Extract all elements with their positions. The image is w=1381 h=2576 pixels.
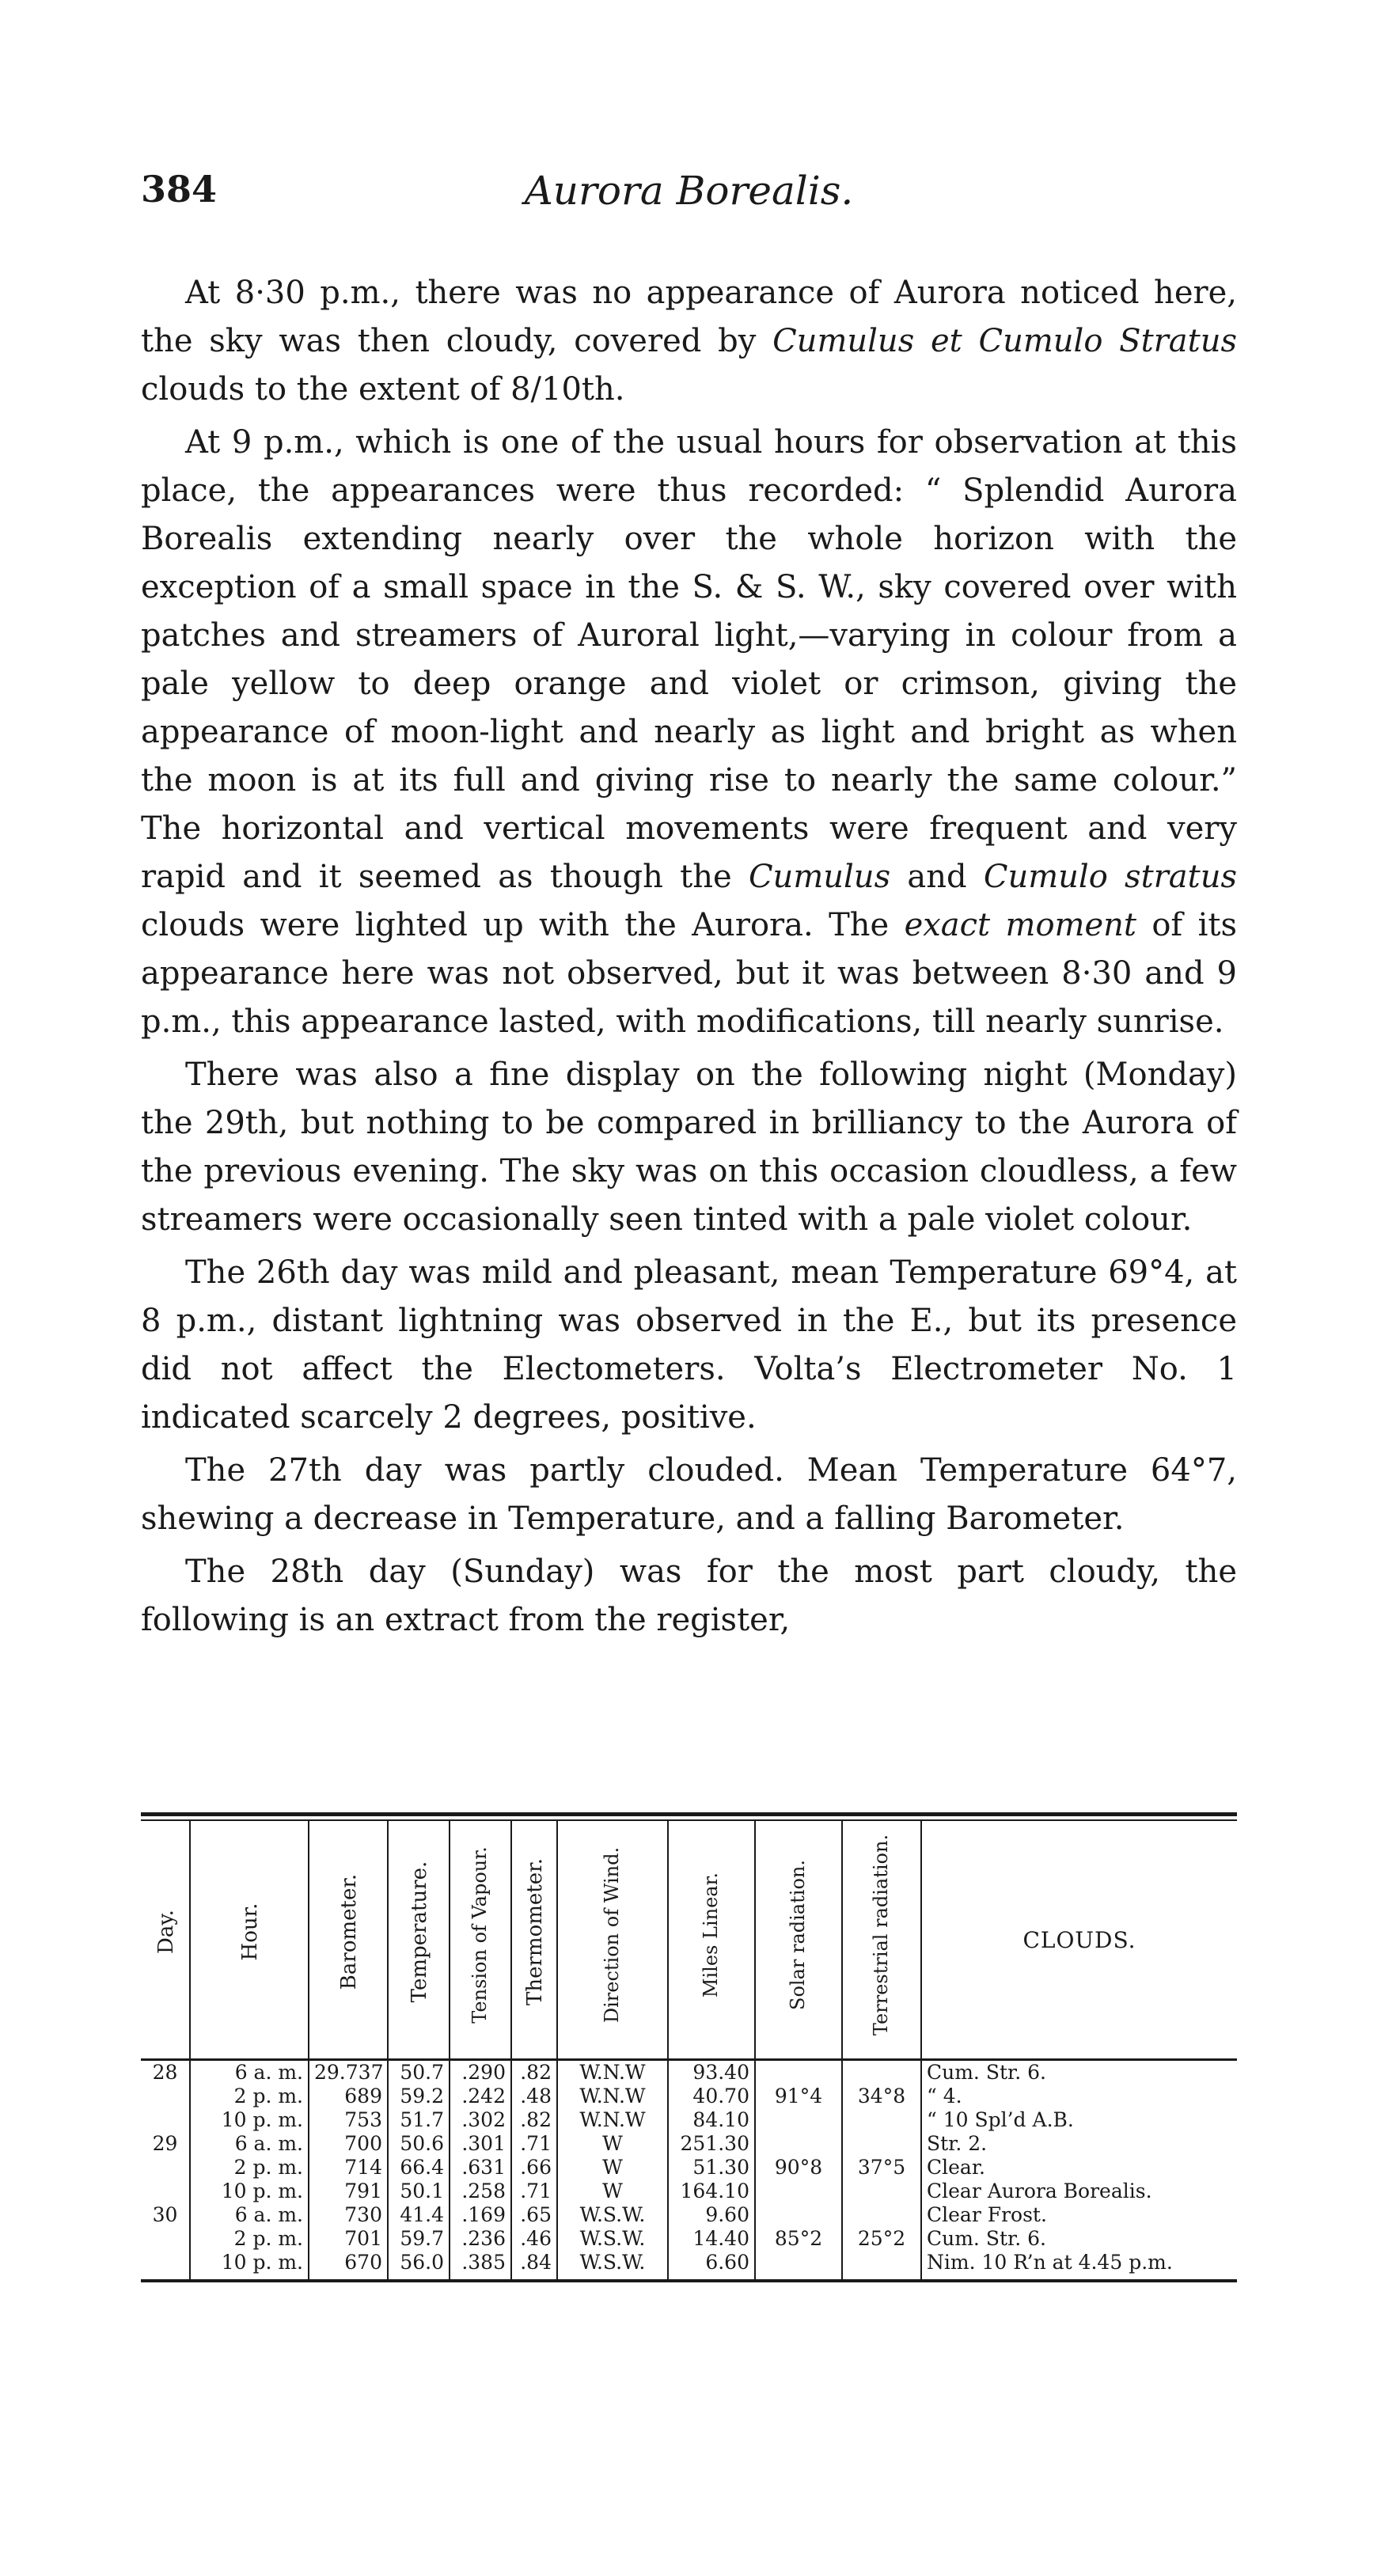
table-cell-clouds: Str. 2. — [921, 2132, 1237, 2156]
table-cell-therm: .46 — [511, 2227, 557, 2251]
column-header-label: Hour. — [238, 1903, 262, 1961]
paragraph — [141, 419, 1237, 1046]
table-cell-day — [141, 2085, 190, 2108]
table-cell-miles: 6.60 — [668, 2251, 755, 2281]
paragraph — [141, 1447, 1237, 1543]
column-header-label: Thermometer. — [523, 1858, 547, 2005]
table-cell-terr: 34°8 — [842, 2085, 921, 2108]
weather-register-table — [141, 1812, 1237, 2282]
table-cell-hour: 6 a. m. — [190, 2132, 309, 2156]
table-cell-bar: 791 — [309, 2180, 388, 2203]
table-cell-bar: 29.737 — [309, 2060, 388, 2085]
table-body — [141, 2060, 1237, 2282]
table-cell-bar: 700 — [309, 2132, 388, 2156]
table-cell-solar — [755, 2060, 842, 2085]
column-header — [388, 1821, 450, 2060]
table-cell-solar — [755, 2203, 842, 2227]
table-cell-bar: 689 — [309, 2085, 388, 2108]
table-cell-temp: 50.6 — [388, 2132, 450, 2156]
table-cell-wind: W.S.W. — [557, 2203, 668, 2227]
table-cell-terr: 37°5 — [842, 2156, 921, 2180]
table-cell-solar: 90°8 — [755, 2156, 842, 2180]
text-run: The 26th day was mild and pleasant, mean Temperature 69°4, at 8 p.m., distant lightning was observed in the E., but its presence did not affect the Electometers. Volta’s Electrometer No. 1 indicated scarcely 2 degrees, positive. — [141, 1254, 1237, 1436]
text-run: clouds to the extent of 8/10th. — [141, 371, 625, 408]
table-row — [141, 2203, 1237, 2227]
table-cell-miles: 51.30 — [668, 2156, 755, 2180]
table-cell-miles: 164.10 — [668, 2180, 755, 2203]
column-header — [141, 1821, 190, 2060]
column-header — [668, 1821, 755, 2060]
table-cell-hour: 10 p. m. — [190, 2180, 309, 2203]
column-header: CLOUDS. — [921, 1821, 1237, 2060]
column-header — [511, 1821, 557, 2060]
table-cell-temp: 50.7 — [388, 2060, 450, 2085]
column-header-label: Terrestrial radiation. — [870, 1834, 892, 2036]
table-cell-wind: W.N.W — [557, 2085, 668, 2108]
table-cell-bar: 670 — [309, 2251, 388, 2281]
running-title: Aurora Borealis. — [524, 168, 854, 214]
table-cell-therm: .65 — [511, 2203, 557, 2227]
table-cell-temp: 41.4 — [388, 2203, 450, 2227]
table-cell-temp: 56.0 — [388, 2251, 450, 2281]
table-cell-terr — [842, 2108, 921, 2132]
italic-run: Cumulus — [748, 859, 891, 895]
table-cell-therm: .84 — [511, 2251, 557, 2281]
table-cell-wind: W — [557, 2180, 668, 2203]
table-cell-day — [141, 2156, 190, 2180]
table-cell-solar: 85°2 — [755, 2227, 842, 2251]
table-cell-day — [141, 2227, 190, 2251]
table-cell-terr — [842, 2132, 921, 2156]
table-row — [141, 2085, 1237, 2108]
table-cell-hour: 2 p. m. — [190, 2156, 309, 2180]
table-cell-miles: 9.60 — [668, 2203, 755, 2227]
page-header — [141, 168, 1237, 231]
table-cell-therm: .48 — [511, 2085, 557, 2108]
table-cell-clouds: Clear Frost. — [921, 2203, 1237, 2227]
table-cell-tension: .301 — [450, 2132, 511, 2156]
table-cell-miles: 84.10 — [668, 2108, 755, 2132]
table-row — [141, 2227, 1237, 2251]
paragraph — [141, 1548, 1237, 1645]
text-run: There was also a fine display on the following night (Monday) the 29th, but nothing to be compared in brilliancy to the Aurora of the previous evening. The sky was on this occasion cloudless, a few streamers were occasionally seen tinted with a pale violet colour. — [141, 1057, 1237, 1238]
table-cell-tension: .169 — [450, 2203, 511, 2227]
table-cell-temp: 59.7 — [388, 2227, 450, 2251]
text-run: of its appearance here was not observed, but it was between 8·30 and 9 p.m., this appearance lasted, with modifications, till nearly sunrise. — [141, 907, 1238, 1040]
text-run: and — [890, 859, 984, 895]
table-row — [141, 2132, 1237, 2156]
column-header — [557, 1821, 668, 2060]
table-cell-clouds: Clear Aurora Borealis. — [921, 2180, 1237, 2203]
table-cell-hour: 10 p. m. — [190, 2108, 309, 2132]
column-header-label: Tension of Vapour. — [469, 1846, 491, 2024]
text-run: clouds were lighted up with the Aurora. The — [141, 907, 905, 943]
table-cell-tension: .385 — [450, 2251, 511, 2281]
table-cell-solar — [755, 2108, 842, 2132]
paragraph — [141, 1051, 1237, 1244]
column-header — [450, 1821, 511, 2060]
table-cell-hour: 2 p. m. — [190, 2227, 309, 2251]
table-cell-therm: .71 — [511, 2180, 557, 2203]
table-cell-wind: W — [557, 2156, 668, 2180]
table-cell-therm: .66 — [511, 2156, 557, 2180]
text-run: The 28th day (Sunday) was for the most part cloudy, the following is an extract from the register, — [141, 1554, 1237, 1638]
table-cell-solar: 91°4 — [755, 2085, 842, 2108]
column-header-label: Day. — [154, 1910, 178, 1954]
table-cell-clouds: “ 4. — [921, 2085, 1237, 2108]
column-header-label: Miles Linear. — [700, 1872, 722, 1998]
page-number: 384 — [141, 168, 218, 211]
table-cell-day — [141, 2108, 190, 2132]
paragraph — [141, 1249, 1237, 1442]
table-row — [141, 2251, 1237, 2281]
column-header — [309, 1821, 388, 2060]
table-cell-tension: .242 — [450, 2085, 511, 2108]
table-cell-bar: 753 — [309, 2108, 388, 2132]
table-cell-therm: .82 — [511, 2060, 557, 2085]
table-cell-miles: 251.30 — [668, 2132, 755, 2156]
table-cell-tension: .258 — [450, 2180, 511, 2203]
table-cell-wind: W.N.W — [557, 2060, 668, 2085]
table-cell-solar — [755, 2251, 842, 2281]
table-cell-tension: .631 — [450, 2156, 511, 2180]
table-row — [141, 2108, 1237, 2132]
table-cell-terr — [842, 2251, 921, 2281]
table-cell-day — [141, 2180, 190, 2203]
table-top-rule — [141, 1812, 1237, 1816]
table-cell-wind: W.N.W — [557, 2108, 668, 2132]
table-cell-bar: 701 — [309, 2227, 388, 2251]
table-cell-day: 30 — [152, 2203, 178, 2226]
column-header — [755, 1821, 842, 2060]
table-cell-wind: W.S.W. — [557, 2227, 668, 2251]
table-cell-temp: 50.1 — [388, 2180, 450, 2203]
column-header-label: Temperature. — [408, 1861, 431, 2003]
table-cell-therm: .71 — [511, 2132, 557, 2156]
table-cell-miles: 40.70 — [668, 2085, 755, 2108]
table-cell-clouds: Nim. 10 R’n at 4.45 p.m. — [921, 2251, 1237, 2281]
table-cell-tension: .302 — [450, 2108, 511, 2132]
table-cell-hour: 10 p. m. — [190, 2251, 309, 2281]
table-cell-therm: .82 — [511, 2108, 557, 2132]
table-cell-temp: 59.2 — [388, 2085, 450, 2108]
table-cell-day — [141, 2251, 190, 2281]
table-cell-hour: 6 a. m. — [190, 2203, 309, 2227]
table-cell-terr — [842, 2060, 921, 2085]
table-cell-solar — [755, 2180, 842, 2203]
paragraph — [141, 269, 1237, 414]
table-cell-bar: 730 — [309, 2203, 388, 2227]
table-cell-bar: 714 — [309, 2156, 388, 2180]
table-cell-clouds: “ 10 Spl’d A.B. — [921, 2108, 1237, 2132]
table-cell-terr — [842, 2203, 921, 2227]
column-header-label: Direction of Wind. — [601, 1846, 623, 2024]
table-cell-hour: 6 a. m. — [190, 2060, 309, 2085]
column-header-label: Solar radiation. — [787, 1860, 809, 2010]
table-cell-terr — [842, 2180, 921, 2203]
body-text — [141, 269, 1237, 1649]
text-run: At 9 p.m., which is one of the usual hours for observation at this place, the appearances were thus recorded: “ Splendid Aurora Borealis extending nearly over the whole horizon with the exception of a small space in the S. & S. W., sky covered over with patches and streamers of Auroral light,—varying in colour from a pale yellow to deep orange and violet or crimson, giving the appearance of moon-light and nearly as light and bright as when the moon is at its full and giving rise to nearly the same colour.” The horizontal and vertical movements were frequent and very rapid and it seemed as though the — [141, 424, 1237, 895]
column-header-label: Barometer. — [337, 1873, 361, 1990]
table-cell-clouds: Cum. Str. 6. — [921, 2060, 1237, 2085]
table-cell-miles: 93.40 — [668, 2060, 755, 2085]
table-cell-tension: .290 — [450, 2060, 511, 2085]
table-cell-temp: 66.4 — [388, 2156, 450, 2180]
table-cell-miles: 14.40 — [668, 2227, 755, 2251]
text-run: At 8·30 p.m., there was no appearance of Aurora noticed here, the sky was then cloudy, covered by — [141, 275, 1237, 359]
text-run: The 27th day was partly clouded. Mean Temperature 64°7, shewing a decrease in Temperature, and a falling Barometer. — [141, 1452, 1237, 1537]
table-cell-temp: 51.7 — [388, 2108, 450, 2132]
italic-run: exact moment — [904, 907, 1136, 943]
italic-run: Cumulus et Cumulo Stratus — [772, 323, 1237, 359]
table-cell-day: 28 — [152, 2061, 178, 2084]
table-cell-hour: 2 p. m. — [190, 2085, 309, 2108]
table-cell-tension: .236 — [450, 2227, 511, 2251]
table-row — [141, 2060, 1237, 2085]
column-header — [842, 1821, 921, 2060]
table-cell-clouds: Clear. — [921, 2156, 1237, 2180]
table-cell-wind: W.S.W. — [557, 2251, 668, 2281]
table-cell-day: 29 — [152, 2132, 178, 2155]
table-row — [141, 2180, 1237, 2203]
table-header-row — [141, 1821, 1237, 2060]
table-cell-wind: W — [557, 2132, 668, 2156]
column-header — [190, 1821, 309, 2060]
table-cell-clouds: Cum. Str. 6. — [921, 2227, 1237, 2251]
table-cell-terr: 25°2 — [842, 2227, 921, 2251]
table-row — [141, 2156, 1237, 2180]
italic-run: Cumulo stratus — [983, 859, 1237, 895]
table-cell-solar — [755, 2132, 842, 2156]
